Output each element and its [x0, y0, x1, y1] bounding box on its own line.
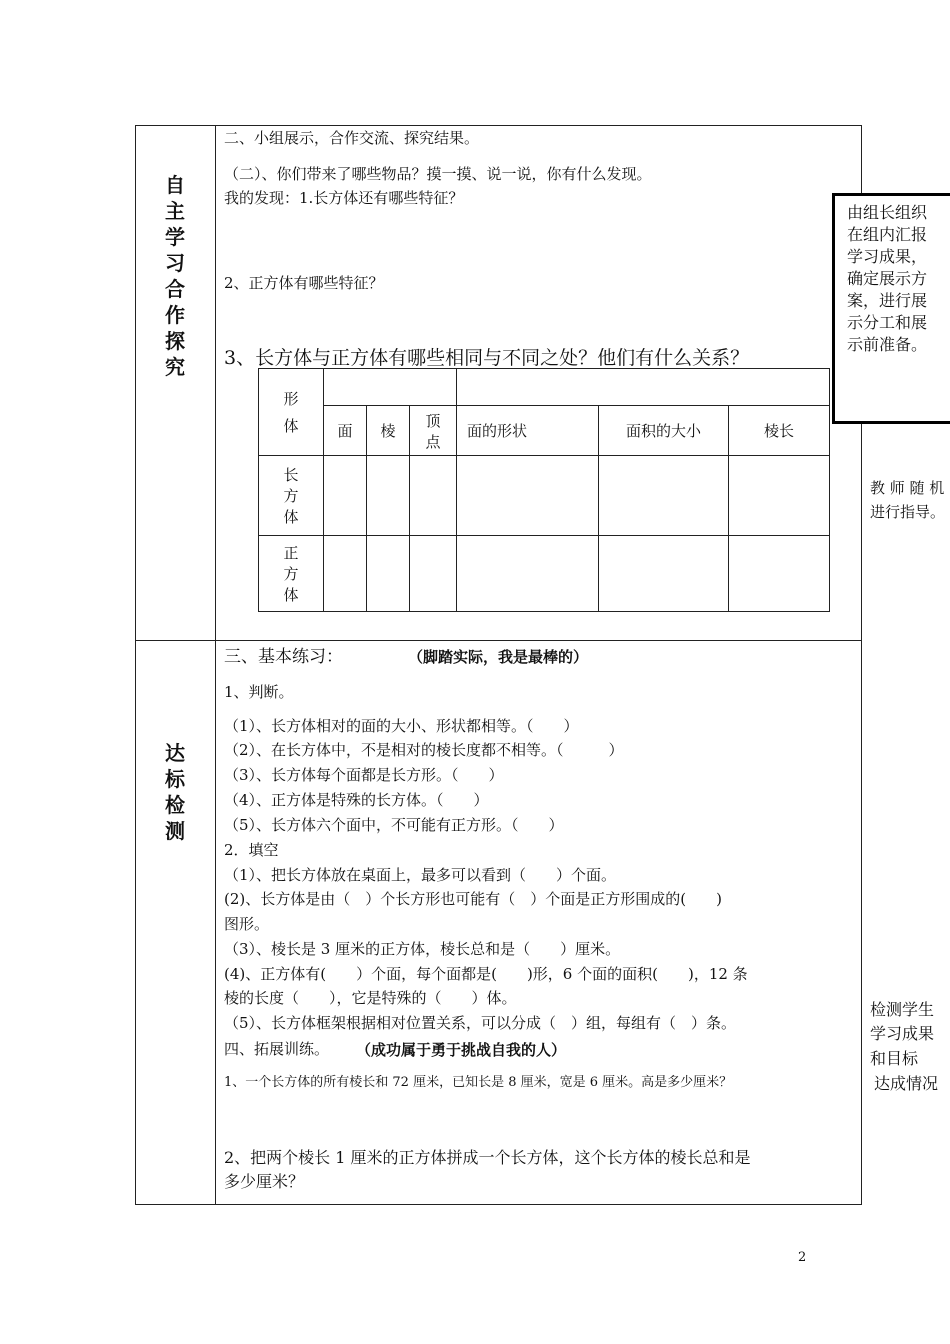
question-items: （二）、你们带来了哪些物品？摸一摸、说一说，你有什么发现。 — [224, 165, 652, 183]
table-cell[interactable] — [457, 536, 599, 612]
judge-item: （5）、长方体六个面中，不可能有正方形。（ ） — [224, 816, 564, 834]
table-cell[interactable] — [729, 536, 830, 612]
teacher-guide-note-2: 进行指导。 — [870, 503, 946, 521]
note-line: 示前准备。 — [847, 335, 928, 354]
judge-item: （1）、长方体相对的面的大小、形状都相等。（ ） — [224, 717, 579, 735]
section-label-char: 习 — [165, 251, 185, 275]
section-label-explore — [163, 172, 187, 380]
section-label-char: 测 — [165, 819, 185, 843]
note-line: 在组内汇报 — [847, 225, 928, 244]
check-note-4: 达成情况 — [874, 1074, 939, 1093]
fill-item: （1）、把长方体放在桌面上，最多可以看到（ ）个面。 — [224, 866, 617, 884]
explore-heading: 二、小组展示，合作交流、探究结果。 — [224, 129, 480, 147]
judge-title: 1、判断。 — [224, 683, 294, 701]
table-header-face-shape: 面的形状 — [457, 406, 599, 456]
section-label-char: 标 — [165, 767, 185, 791]
note-line: 确定展示方 — [847, 269, 928, 288]
extend-question-2a: 2、把两个棱长 1 厘米的正方体拼成一个长方体，这个长方体的棱长总和是 — [224, 1148, 751, 1167]
question-cube-features: 2、正方体有哪些特征？ — [224, 274, 384, 292]
practice-heading: 三、基本练习： — [224, 647, 343, 667]
table-cell[interactable] — [410, 536, 457, 612]
group-leader-note-box — [832, 193, 950, 424]
table-header-vertex: 顶 点 — [410, 406, 457, 456]
practice-motto: （脚踏实际，我是最棒的） — [408, 648, 589, 666]
note-line: 学习成果， — [847, 247, 928, 266]
comparison-table — [258, 368, 830, 612]
question-cuboid-features: 我的发现：1.长方体还有哪些特征？ — [224, 189, 464, 207]
teacher-guide-note-1: 教 师 随 机 — [870, 479, 945, 497]
section-label-test — [163, 740, 187, 844]
section-label-char: 究 — [165, 355, 185, 379]
table-cell[interactable] — [729, 456, 830, 536]
table-cell[interactable] — [410, 456, 457, 536]
note-line: 示分工和展 — [847, 313, 928, 332]
section-label-char: 检 — [165, 793, 185, 817]
section-label-char: 作 — [165, 303, 185, 327]
extend-heading: 四、拓展训练。 — [224, 1040, 330, 1058]
table-header-face-area: 面积的大小 — [599, 406, 729, 456]
fill-item: 棱的长度（ ），它是特殊的（ ）体。 — [224, 989, 517, 1007]
fill-item: 图形。 — [224, 915, 270, 933]
section-label-char: 合 — [165, 277, 185, 301]
table-cell[interactable] — [599, 536, 729, 612]
note-line: 由组长组织 — [847, 203, 928, 222]
extend-motto: （成功属于勇于挑战自我的人） — [356, 1041, 567, 1059]
table-header-edge: 棱 — [367, 406, 410, 456]
judge-item: （4）、正方体是特殊的长方体。（ ） — [224, 791, 489, 809]
judge-item: （2）、在长方体中，不是相对的棱长度都不相等。（ ） — [224, 741, 624, 759]
fill-item: (4)、正方体有( ）个面，每个面都是( )形，6 个面的面积( )，12 条 — [224, 965, 748, 983]
note-line: 案，进行展 — [847, 291, 928, 310]
table-cell[interactable] — [324, 456, 367, 536]
table-header-blank-1 — [324, 369, 457, 406]
frame-mid — [135, 640, 862, 641]
check-note-2: 学习成果 — [870, 1024, 935, 1043]
table-header-blank-2 — [457, 369, 830, 406]
fill-item: （3）、棱长是 3 厘米的正方体，棱长总和是（ ）厘米。 — [224, 940, 621, 958]
table-cell[interactable] — [324, 536, 367, 612]
section-label-char: 达 — [165, 741, 185, 765]
table-cell[interactable] — [457, 456, 599, 536]
table-corner: 形 体 — [259, 369, 324, 456]
extend-question-1: 1、一个长方体的所有棱长和 72 厘米，已知长是 8 厘米，宽是 6 厘米。高是多少厘米？ — [224, 1075, 733, 1090]
extend-question-2b: 多少厘米？ — [224, 1172, 305, 1191]
check-note-1: 检测学生 — [870, 1000, 935, 1019]
fill-item: （5）、长方体框架根据相对位置关系，可以分成（ ）组，每组有（ ）条。 — [224, 1014, 737, 1032]
section-label-char: 学 — [165, 225, 185, 249]
table-row-cuboid-label: 长 方 体 — [259, 456, 324, 536]
section-label-char: 探 — [165, 329, 185, 353]
frame-col-divider — [215, 125, 216, 1205]
section-label-char: 主 — [165, 199, 185, 223]
page-number: 2 — [798, 1250, 807, 1265]
table-cell[interactable] — [367, 456, 410, 536]
fill-item: (2)、长方体是由（ ）个长方形也可能有（ ）个面是正方形围成的( ) — [224, 890, 722, 908]
fill-title: 2．填空 — [224, 841, 279, 859]
section-label-char: 自 — [165, 173, 185, 197]
question-relationship: 3、长方体与正方体有哪些相同与不同之处？他们有什么关系？ — [224, 347, 750, 369]
judge-item: （3）、长方体每个面都是长方形。（ ） — [224, 766, 504, 784]
frame-top — [135, 125, 862, 126]
table-row-cube-label: 正 方 体 — [259, 536, 324, 612]
check-note-3: 和目标 — [870, 1049, 919, 1068]
table-cell[interactable] — [367, 536, 410, 612]
frame-bottom — [135, 1204, 862, 1205]
table-cell[interactable] — [599, 456, 729, 536]
table-header-edge-length: 棱长 — [729, 406, 830, 456]
table-header-face: 面 — [324, 406, 367, 456]
frame-left — [135, 125, 136, 1205]
